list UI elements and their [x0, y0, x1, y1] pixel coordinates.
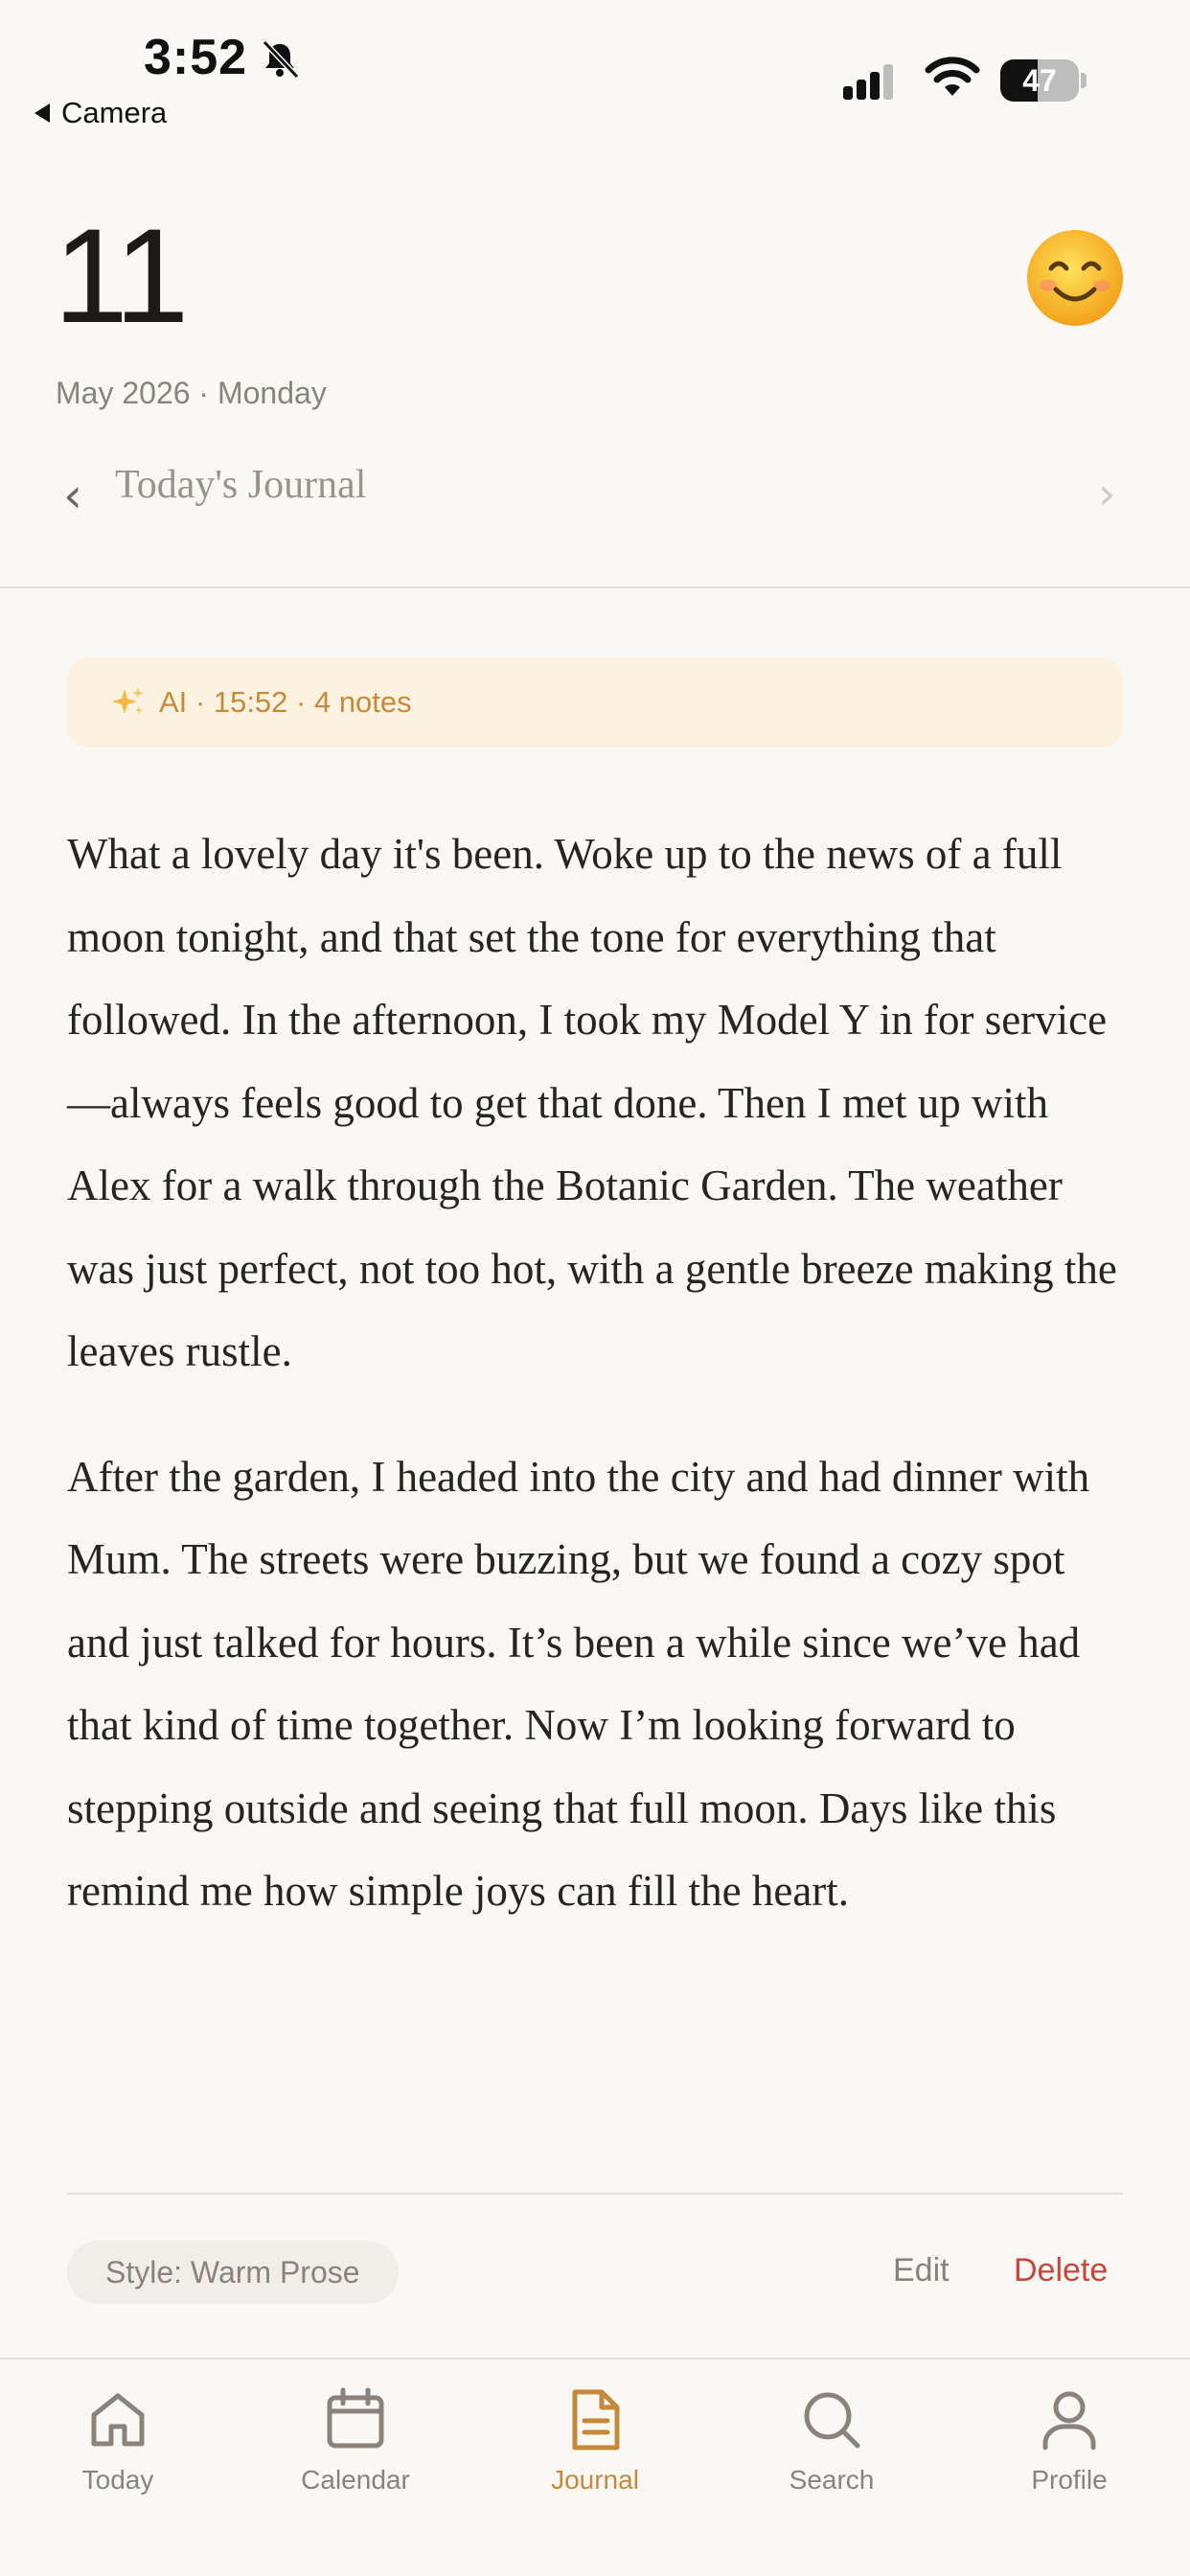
tab-label: Today [81, 2465, 154, 2495]
tab-today[interactable] [22, 2379, 214, 2513]
tab-label: Search [789, 2465, 875, 2495]
back-to-app-button[interactable] [34, 96, 167, 130]
tab-profile[interactable] [973, 2379, 1165, 2513]
header-divider [0, 586, 1190, 588]
date-subtitle: May 2026 · Monday [56, 376, 327, 410]
journal-title: Today's Journal [115, 463, 367, 507]
day-number: 11 [54, 200, 186, 351]
back-triangle-icon [34, 104, 50, 123]
calendar-icon [322, 2386, 389, 2453]
wifi-icon [924, 56, 981, 98]
ai-summary-badge [67, 657, 1123, 748]
tab-label: Journal [551, 2465, 639, 2495]
next-day-button[interactable]: › [1098, 468, 1116, 519]
cellular-signal-icon [843, 61, 906, 100]
entry-paragraph: After the garden, I headed into the city and had dinner with Mum. The streets were buzzing, but we found a cozy spot and just talked for hours. It’s been a while since we’ve had that kind of time together. Now I’m looking forward to stepping outside and seeing that full moon. Days like this remind me how simple joys can fill the heart. [67, 1452, 1090, 1915]
battery-percent: 47 [1022, 63, 1057, 98]
tab-label: Profile [1031, 2465, 1108, 2495]
entry-paragraph: What a lovely day it's been. Woke up to the news of a full moon tonight, and that set the tone for everything that followed. In the afternoon, I took my Model Y in for service—always feels good to get that done. Then I met up with Alex for a walk through the Botanic Garden. The weather was just perfect, not too hot, with a gentle breeze making the leaves rustle. [67, 830, 1117, 1375]
tab-calendar[interactable] [260, 2379, 451, 2513]
tab-search[interactable] [736, 2379, 927, 2513]
tab-label: Calendar [301, 2465, 410, 2495]
tab-journal[interactable] [499, 2379, 691, 2513]
style-chip[interactable]: Style: Warm Prose [67, 2241, 399, 2304]
bottom-tab-bar [0, 2358, 1190, 2576]
ai-badge-text: AI · 15:52 · 4 notes [159, 685, 412, 719]
document-icon [561, 2386, 629, 2453]
home-icon [84, 2386, 151, 2453]
battery-indicator [1000, 59, 1087, 102]
previous-day-button[interactable]: ‹ [63, 468, 82, 523]
journal-navigation [0, 450, 1190, 527]
status-time: 3:52 [144, 30, 248, 85]
person-icon [1036, 2386, 1103, 2453]
entry-divider [67, 2193, 1123, 2195]
sparkles-icon [111, 685, 146, 720]
silent-bell-icon [259, 38, 301, 80]
search-icon [798, 2386, 865, 2453]
journal-entry-text[interactable] [67, 813, 1131, 1975]
edit-button[interactable]: Edit [893, 2252, 950, 2288]
delete-button[interactable]: Delete [1014, 2252, 1109, 2288]
smiling-face-icon[interactable] [1025, 228, 1125, 328]
back-app-label: Camera [61, 96, 168, 129]
